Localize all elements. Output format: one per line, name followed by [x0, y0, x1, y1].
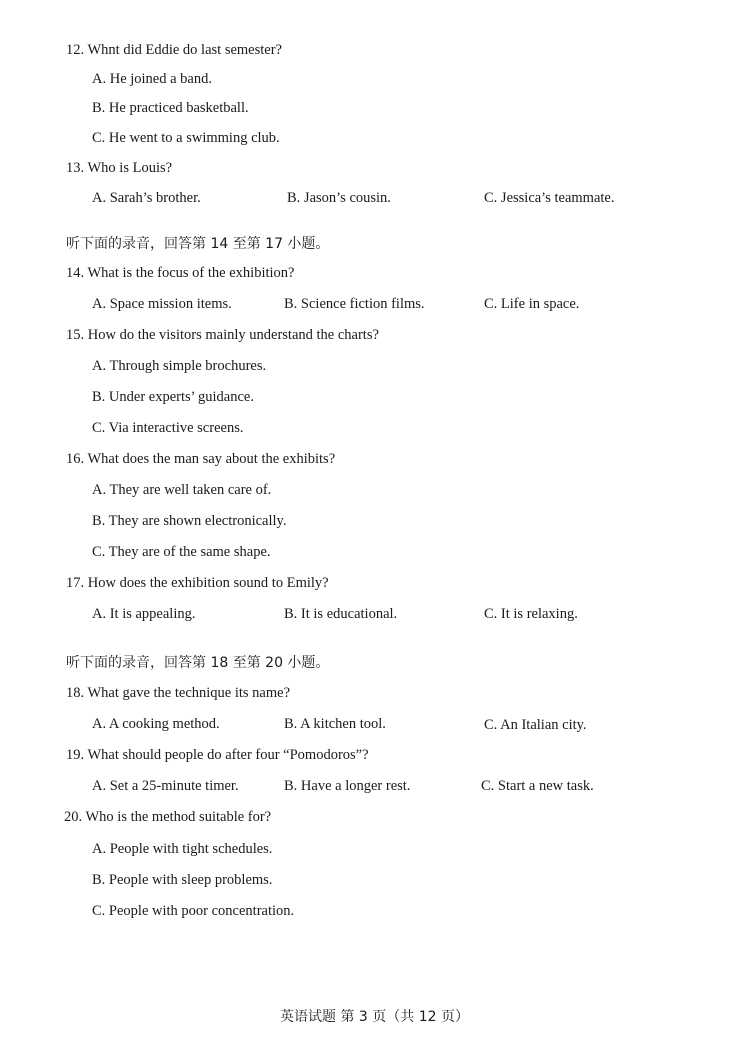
question-16-option-a: A. They are well taken care of.	[92, 482, 272, 498]
question-13-stem: 13. Who is Louis?	[66, 160, 173, 176]
question-14-option-b: B. Science fiction films.	[284, 296, 425, 312]
question-18-option-b: B. A kitchen tool.	[284, 716, 386, 732]
question-13-option-c: C. Jessica’s teammate.	[484, 190, 615, 206]
question-12-option-b: B. He practiced basketball.	[92, 100, 249, 116]
question-20-stem: 20. Who is the method suitable for?	[64, 809, 272, 825]
question-14-option-c: C. Life in space.	[484, 296, 580, 312]
question-15-option-a: A. Through simple brochures.	[92, 358, 267, 374]
question-17-option-c: C. It is relaxing.	[484, 606, 578, 622]
question-19-option-b: B. Have a longer rest.	[284, 778, 411, 794]
question-18-stem: 18. What gave the technique its name?	[66, 685, 290, 701]
question-19-stem: 19. What should people do after four “Pomodoros”?	[66, 747, 369, 763]
page-footer: 英语试题 第 3 页（共 12 页）	[280, 1009, 469, 1025]
question-16-option-b: B. They are shown electronically.	[92, 513, 287, 529]
question-19-option-a: A. Set a 25-minute timer.	[92, 778, 239, 794]
question-15-option-b: B. Under experts’ guidance.	[92, 389, 254, 405]
question-14-stem: 14. What is the focus of the exhibition?	[66, 265, 295, 281]
question-16-stem: 16. What does the man say about the exhibits?	[66, 451, 336, 467]
question-20-option-b: B. People with sleep problems.	[92, 872, 273, 888]
question-16-option-c: C. They are of the same shape.	[92, 544, 271, 560]
question-15-option-c: C. Via interactive screens.	[92, 420, 244, 436]
question-15-stem: 15. How do the visitors mainly understand the charts?	[66, 327, 379, 343]
section-instruction-18-20: 听下面的录音，回答第 18 至第 20 小题。	[66, 655, 330, 671]
section-instruction-14-17: 听下面的录音，回答第 14 至第 17 小题。	[66, 236, 330, 252]
question-13-option-a: A. Sarah’s brother.	[92, 190, 201, 206]
question-12-option-a: A. He joined a band.	[92, 71, 212, 87]
question-13-option-b: B. Jason’s cousin.	[287, 190, 391, 206]
question-17-option-a: A. It is appealing.	[92, 606, 196, 622]
question-18-option-a: A. A cooking method.	[92, 716, 220, 732]
question-19-option-c: C. Start a new task.	[481, 778, 594, 794]
question-20-option-a: A. People with tight schedules.	[92, 841, 273, 857]
question-17-stem: 17. How does the exhibition sound to Emily?	[66, 575, 329, 591]
question-20-option-c: C. People with poor concentration.	[92, 903, 295, 919]
question-12-option-c: C. He went to a swimming club.	[92, 130, 280, 146]
question-17-option-b: B. It is educational.	[284, 606, 398, 622]
question-18-option-c: C. An Italian city.	[484, 717, 587, 733]
question-14-option-a: A. Space mission items.	[92, 296, 232, 312]
question-12-stem: 12. Whnt did Eddie do last semester?	[66, 42, 282, 58]
